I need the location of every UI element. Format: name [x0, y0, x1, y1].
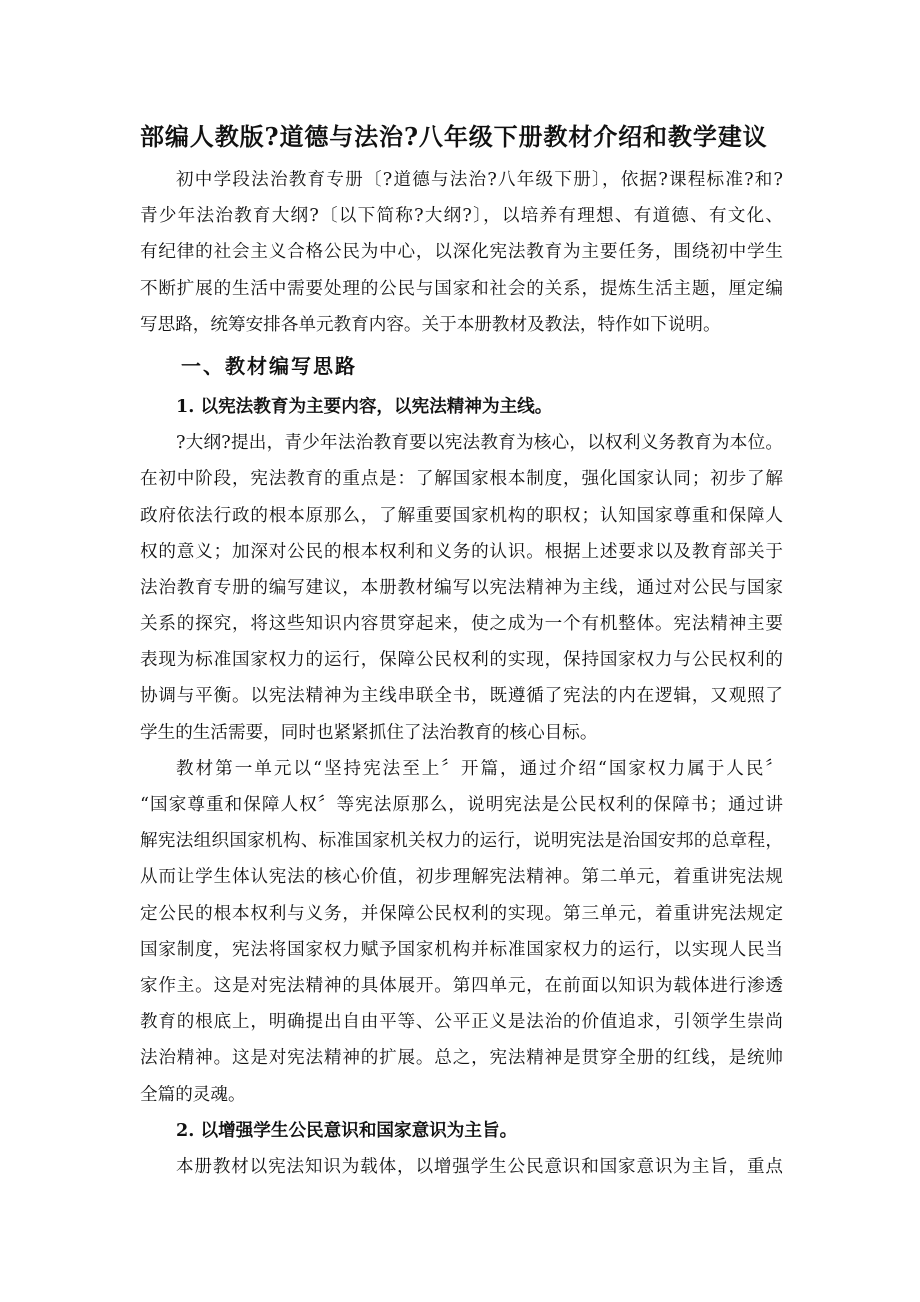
document-body — [140, 119, 783, 1185]
text-line: 全篇的灵魂。 — [140, 1084, 246, 1105]
text-line: 教育的根底上，明确提出自由平等、公平正义是法治的价值追求，引领学生崇尚 — [140, 1012, 783, 1033]
text-line: 有纪律的社会主义合格公民为中心，以深化宪法教育为主要任务，围绕初中学生 — [140, 242, 783, 263]
text-line: 权的意义；加深对公民的根本权利和义务的认识。根据上述要求以及教育部关于 — [140, 541, 783, 562]
document-title: 部编人教版?道德与法治?八年级下册教材介绍和教学建议 — [140, 122, 768, 151]
text-line: 关系的探究，将这些知识内容贯穿起来，使之成为一个有机整体。宪法精神主要 — [140, 614, 783, 635]
text-line: 写思路，统筹安排各单元教育内容。关于本册教材及教法，特作如下说明。 — [140, 314, 721, 335]
text-line: ?大纲?提出，青少年法治教育要以宪法教育为核心，以权利义务教育为本位。 — [176, 433, 783, 454]
intro-paragraph — [140, 162, 783, 343]
text-line: 法治教育专册的编写建议，本册教材编写以宪法精神为主线，通过对公民与国家 — [140, 577, 783, 598]
text-line: 学生的生活需要，同时也紧紧抓住了法治教育的核心目标。 — [140, 722, 598, 743]
text-line: 国家制度，宪法将国家权力赋予国家机构并标准国家权力的运行，以实现人民当 — [140, 939, 783, 960]
body-paragraph — [140, 425, 783, 751]
text-line: 解宪法组织国家机构、标准国家机关权力的运行，说明宪法是治国安邦的总章程， — [140, 831, 783, 852]
text-line: 表现为标准国家权力的运行，保障公民权利的实现，保持国家权力与公民权利的 — [140, 650, 783, 671]
text-line: 初中学段法治教育专册〔?道德与法治?八年级下册〕，依据?课程标准?和? — [176, 170, 783, 190]
text-line: 青少年法治教育大纲?〔以下简称?大纲?〕，以培养有理想、有道德、有文化、 — [140, 206, 783, 227]
sub-heading: 2. 以增强学生公民意识和国家意识为主旨。 — [176, 1119, 518, 1141]
text-line: 教材第一单元以“坚持宪法至上〞开篇，通过介绍“国家权力属于人民〞 — [176, 758, 783, 779]
body-paragraph — [140, 1149, 783, 1185]
text-line: “国家尊重和保障人权〞等宪法原那么，说明宪法是公民权利的保障书；通过讲 — [140, 795, 783, 815]
section-heading: 一、教材编写思路 — [181, 353, 357, 378]
text-line: 定公民的根本权利与义务，并保障公民权利的实现。第三单元，着重讲宪法规定 — [140, 903, 783, 924]
text-line: 家作主。这是对宪法精神的具体展开。第四单元，在前面以知识为载体进行渗透 — [140, 975, 783, 996]
body-paragraph — [140, 751, 783, 1113]
text-line: 在初中阶段，宪法教育的重点是：了解国家根本制度，强化国家认同；初步了解 — [140, 469, 783, 490]
text-line: 协调与平衡。以宪法精神为主线串联全书，既遵循了宪法的内在逻辑，又观照了 — [140, 686, 783, 707]
text-line: 不断扩展的生活中需要处理的公民与国家和社会的关系，提炼生活主题，厘定编 — [140, 278, 783, 299]
sub-heading: 1. 以宪法教育为主要内容，以宪法精神为主线。 — [176, 395, 553, 417]
text-line: 政府依法行政的根本原那么，了解重要国家机构的职权；认知国家尊重和保障人 — [140, 505, 783, 526]
text-line: 从而让学生体认宪法的核心价值，初步理解宪法精神。第二单元，着重讲宪法规 — [140, 867, 783, 888]
text-line: 法治精神。这是对宪法精神的扩展。总之，宪法精神是贯穿全册的红线，是统帅 — [140, 1048, 783, 1069]
text-line: 本册教材以宪法知识为载体，以增强学生公民意识和国家意识为主旨，重点 — [176, 1156, 783, 1177]
